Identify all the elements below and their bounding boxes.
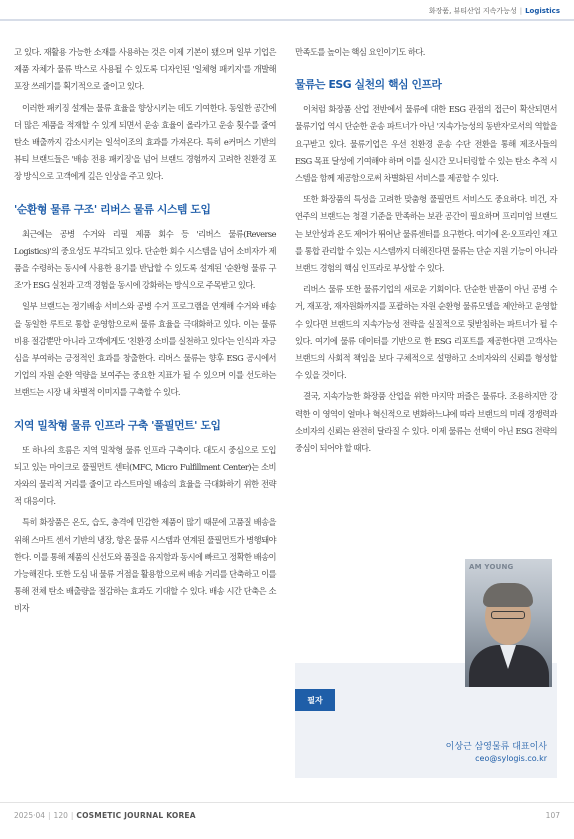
section-heading: 지역 밀착형 물류 인프라 구축 '풀필먼트' 도입 bbox=[14, 418, 221, 432]
header-section: Logistics bbox=[525, 7, 560, 15]
paragraph: 고 있다. 재활용 가능한 소재를 사용하는 것은 이제 기본이 됐으며 일부 기업은 제품 자체가 물류 박스로 사용될 수 있도록 디자인된 '일체형 패키지'를 개발해 포장 쓰레기를 획기적으로 줄이고 있다. bbox=[14, 47, 276, 92]
paragraph: 특히 화장품은 온도, 습도, 충격에 민감한 제품이 많기 때문에 고품질 배송을 위해 스마트 센서 기반의 냉장, 항온 물류 시스템과 연계된 풀필먼트가 병행돼야 한다. 이를 통해 제품의 신선도와 품질을 유지함과 동시에 빠르고 정확한 배송이 가능해진다. 또한 도심 내 물류 거점을 활용함으로써 배송 거리를 단축하고 이를 통해 전체 탄소 배출량을 절감하는 효과도 기대할 수 있다. 배송 시간 단축은 소비자 bbox=[14, 517, 276, 614]
header-category: 화장품, 뷰티산업 지속가능성 bbox=[428, 7, 517, 15]
author-email: ceo@sylogis.co.kr bbox=[475, 754, 547, 763]
author-label: 필자 bbox=[295, 689, 335, 711]
paragraph: 이처럼 화장품 산업 전반에서 물류에 대한 ESG 관점의 접근이 확산되면서 물류기업 역시 단순한 운송 파트너가 아닌 '지속가능성의 동반자'로서의 역할을 요구받고 있다. 물류기업은 우선 친환경 운송 수단 전환을 통해 제조사들의 ESG 목표 달성에 기여해야 하며 이를 실시간 모니터링할 수 있는 탄소 추적 시스템을 함께 제공함으로써 차별화된 서비스를 제공할 수 있다. bbox=[295, 104, 557, 184]
paragraph: 이러한 패키징 설계는 물류 효율을 향상시키는 데도 기여한다. 동일한 공간에 더 많은 제품을 적재할 수 있게 되면서 운송 효율이 올라가고 운송 횟수를 줄여 탄소 배출까지 감소시키는 일석이조의 효과를 가져온다. 특히 e커머스 기반의 뷰티 브랜드들은 '배송 전용 패키징'을 넘어 브랜드 경험까지 고려한 친환경 포장 방식으로 고객에게 깊은 인상을 주고 있다. bbox=[14, 102, 276, 182]
page-number: 107 bbox=[545, 811, 560, 820]
paragraph: 최근에는 공병 수거와 리필 제품 회수 등 '리버스 물류(Reverse Logistics)'의 중요성도 부각되고 있다. 단순한 회수 시스템을 넘어 소비자가 제품을 수령하는 동시에 사용한 용기를 반납할 수 있도록 설계된 '순환형 물류 구조'가 ESG 실천과 고객 경험을 동시에 강화하는 방식으로 주목받고 있다. bbox=[14, 228, 276, 291]
author-name: 이상근 삼영물류 대표이사 bbox=[445, 742, 547, 752]
footer-page-in-issue: 120 bbox=[53, 811, 68, 820]
footer-info: 2025·04 | 120 | COSMETIC JOURNAL KOREA bbox=[14, 811, 196, 820]
paragraph: 리버스 물류 또한 물류기업의 새로운 기회이다. 단순한 반품이 아닌 공병 수거, 재포장, 재자원화까지를 포괄하는 자원 순환형 물류모델을 제안하고 운영할 수 있다면 브랜드의 지속가능성 전략을 실질적으로 뒷받침하는 파트너가 될 수 있다. 여기에 물류 데이터를 기반으로 한 ESG 리포트를 제공한다면 고객사는 브랜드의 사회적 책임을 보다 구체적으로 설명하고 소비자와의 신뢰를 형성할 수 있을 것이다. bbox=[295, 284, 557, 381]
paragraph: 또한 화장품의 특성을 고려한 맞춤형 풀필먼트 서비스도 중요하다. 비건, 자연주의 브랜드는 청결 기준을 만족하는 보관 공간이 필요하며 프리미엄 브랜드는 보안성과 온도 제어가 뛰어난 물류센터를 요구한다. 여기에 온·오프라인 재고를 통합 관리할 수 있는 시스템까지 더해진다면 물류는 단순 지원 기능이 아니라 브랜드 경험의 핵심 인프라로 부상할 수 있다. bbox=[295, 194, 557, 274]
author-box bbox=[295, 563, 557, 778]
paragraph: 일부 브랜드는 정기배송 서비스와 공병 수거 프로그램을 연계해 수거와 배송을 동일한 루트로 통합 운영함으로써 물류 효율을 극대화하고 있다. 이는 물류 비용 절감뿐만 아니라 고객에게도 '친환경 소비를 실천하고 있다'는 인식과 자긍심을 부여하는 긍정적인 효과를 창출한다. 리버스 물류는 향후 ESG 공시에서 기업의 자원 순환 역량을 보여주는 중요한 지표가 될 수 있으며 이를 선도하는 브랜드는 시장 내 차별적 이미지를 구축할 수 있다. bbox=[14, 301, 276, 398]
left-column bbox=[14, 44, 276, 622]
author-photo bbox=[465, 559, 552, 687]
section-heading: 물류는 ESG 실천의 핵심 인프라 bbox=[295, 78, 442, 92]
photo-badge-text: AM YOUNG bbox=[469, 563, 514, 571]
footer-issue: 2025·04 bbox=[14, 811, 46, 820]
footer-divider bbox=[0, 802, 574, 803]
paragraph: 또 하나의 흐름은 지역 밀착형 물류 인프라 구축이다. 대도시 중심으로 도입되고 있는 마이크로 풀필먼트 센터(MFC, Micro Fulfillment Center)는 소비자와의 물리적 거리를 줄이고 라스트마일 배송의 효율을 극대화하기 위한 전략적 대응이다. bbox=[14, 444, 276, 507]
paragraph: 결국, 지속가능한 화장품 산업을 위한 마지막 퍼즐은 물류다. 조용하지만 강력한 이 영역이 얼마나 혁신적으로 변화하느냐에 따라 브랜드의 미래 경쟁력과 소비자의 신뢰는 완전히 달라질 수 있다. 이제 물류는 선택이 아닌 ESG 전략의 중심이 되어야 할 때다. bbox=[295, 391, 557, 454]
header-section-tag: 화장품, 뷰티산업 지속가능성 | Logistics bbox=[428, 7, 560, 15]
footer-journal: COSMETIC JOURNAL KOREA bbox=[76, 811, 196, 820]
header-divider bbox=[0, 19, 574, 21]
section-heading: '순환형 물류 구조' 리버스 물류 시스템 도입 bbox=[14, 202, 211, 216]
paragraph: 만족도를 높이는 핵심 요인이기도 하다. bbox=[295, 47, 425, 57]
glasses-icon bbox=[491, 611, 525, 619]
right-column bbox=[295, 44, 557, 461]
